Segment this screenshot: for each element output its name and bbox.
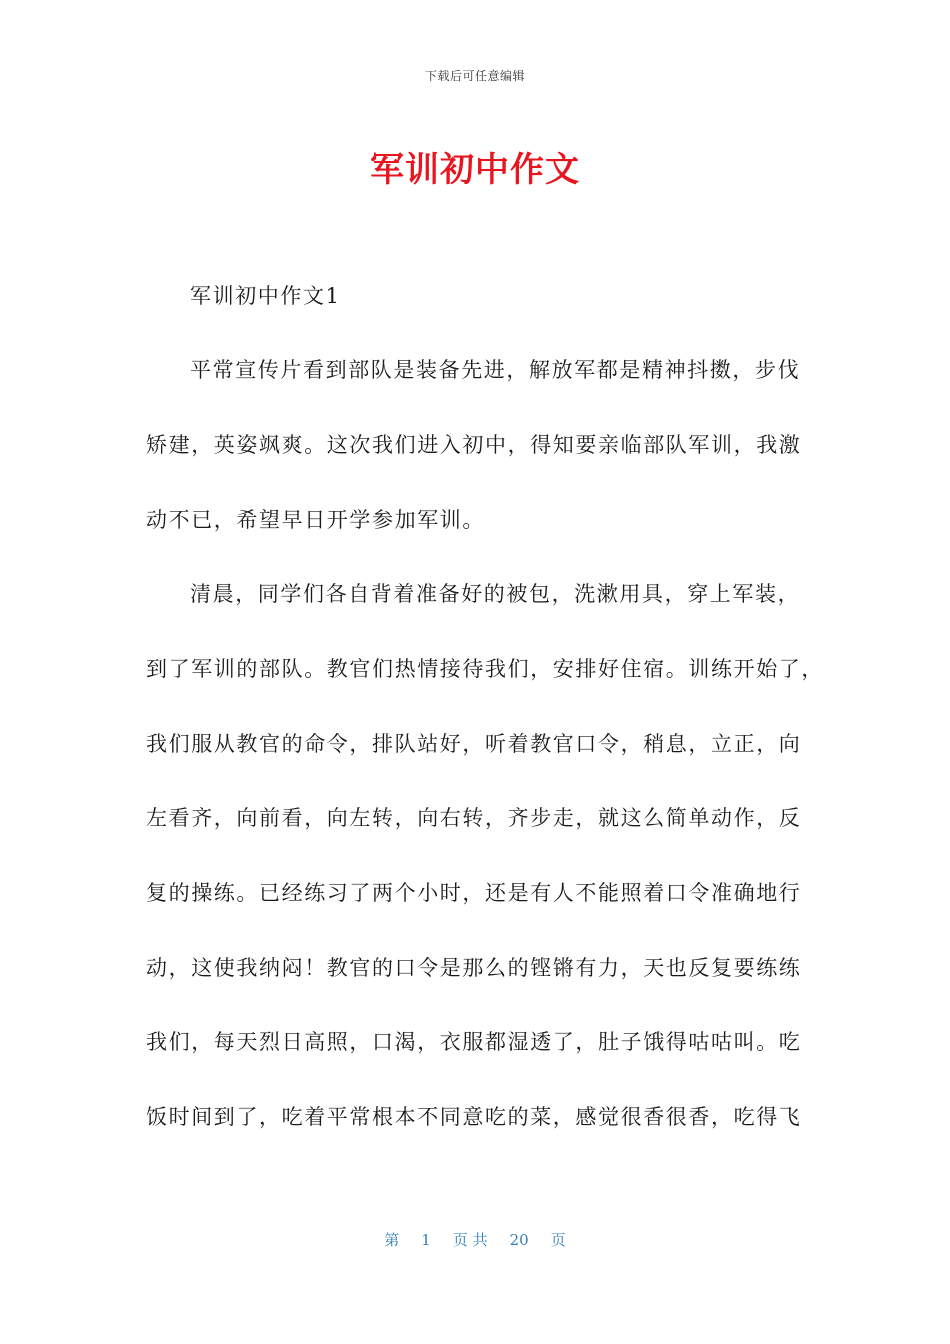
paragraph-line: 饭时间到了，吃着平常根本不同意吃的菜，感觉很香很香，吃得飞	[146, 1105, 802, 1129]
paragraph-line: 动，这使我纳闷！教官的口令是那么的铿锵有力，天也反复要练练	[146, 956, 802, 980]
page-label-suffix: 页	[550, 1231, 566, 1249]
total-pages: 20	[509, 1231, 529, 1249]
page-label-prefix: 第	[384, 1231, 400, 1249]
paragraph-line: 矫建，英姿飒爽。这次我们进入初中，得知要亲临部队军训，我激	[146, 433, 802, 457]
paragraph-line: 平常宣传片看到部队是装备先进，解放军都是精神抖擞，步伐	[190, 358, 801, 382]
section-heading: 军训初中作文1	[190, 284, 341, 308]
header-note: 下载后可任意编辑	[424, 69, 525, 83]
document-title: 军训初中作文	[370, 150, 580, 190]
paragraph-line: 动不已，希望早日开学参加军训。	[146, 508, 485, 532]
page-footer	[0, 1229, 950, 1250]
paragraph-line: 左看齐，向前看，向左转，向右转，齐步走，就这么简单动作，反	[146, 806, 802, 830]
paragraph-line: 复的操练。已经练习了两个小时，还是有人不能照着口令准确地行	[146, 881, 802, 905]
page-number: 1	[421, 1231, 431, 1249]
paragraph-line: 到了军训的部队。教官们热情接待我们，安排好住宿。训练开始了，	[146, 657, 824, 681]
paragraph-line: 我们，每天烈日高照，口渴，衣服都湿透了，肚子饿得咕咕叫。吃	[146, 1030, 802, 1054]
page-label-middle: 页 共	[452, 1231, 488, 1249]
paragraph-line: 清晨，同学们各自背着准备好的被包，洗漱用具，穿上军装，	[190, 582, 801, 606]
paragraph-line: 我们服从教官的命令，排队站好，听着教官口令，稍息，立正，向	[146, 732, 802, 756]
